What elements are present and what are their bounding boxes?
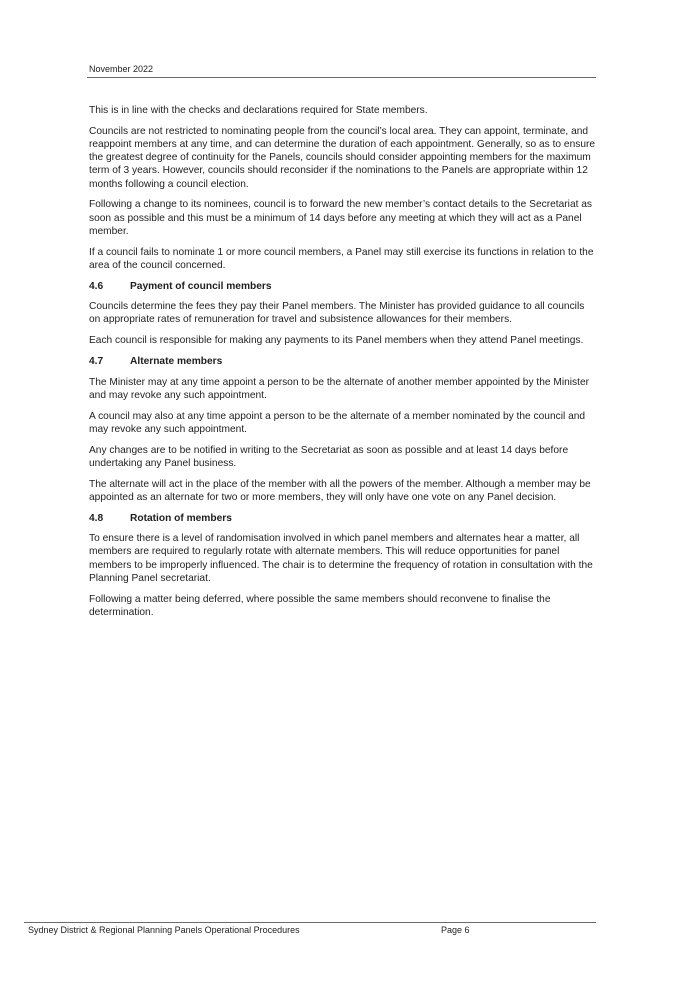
paragraph: Following a change to its nominees, council is to forward the new member’s contact details to the Secretariat as soon as possible and this must be a minimum of 14 days before any meeting at which they will act as a Panel member. [89, 199, 593, 237]
section-title: Alternate members [130, 356, 223, 367]
section-number: 4.7 [89, 356, 104, 367]
section-heading-4-6 [89, 280, 597, 293]
paragraph: Any changes are to be notified in writing to the Secretariat as soon as possible and at least 14 days before undertaking any Panel business. [89, 444, 569, 469]
header-rule [87, 77, 596, 78]
paragraph: Each council is responsible for making any payments to its Panel members when they attend Panel meetings. [89, 335, 584, 347]
paragraph: Councils are not restricted to nominating people from the council’s local area. They can appoint, terminate, and reappoint members at any time, and can determine the duration of each appointment. Generally, so as to ensure the greatest degree of continuity for the Panels, councils should consider appointing members for the maximum term of 3 years. However, councils should reconsider if the nominations to the Panels are appropriate within 12 months following a council election. [89, 125, 596, 190]
section-number: 4.8 [89, 512, 104, 524]
paragraph: A council may also at any time appoint a person to be the alternate of a member nominated by the council and may revoke any such appointment. [89, 410, 586, 435]
paragraph: Following a matter being deferred, where possible the same members should reconvene to finalise the determination. [89, 593, 551, 618]
paragraph: To ensure there is a level of randomisation involved in which panel members and alternates hear a matter, all members are required to regularly rotate with alternate members. This will reduce opportunities for panel members to be improperly influenced. The chair is to determine the frequency of rotation in consultation with the Planning Panel secretariat. [89, 533, 593, 584]
section-heading-4-8 [89, 512, 597, 525]
paragraph: The alternate will act in the place of the member with all the powers of the member. Although a member may be appointed as an alternate for two or more members, they will only have one vote on any Panel decision. [89, 478, 591, 503]
paragraph: Councils determine the fees they pay their Panel members. The Minister has provided guidance to all councils on appropriate rates of remuneration for travel and subsistence allowances for their members. [89, 301, 585, 326]
section-number: 4.6 [89, 280, 104, 292]
footer-page-number: Page 6 [441, 925, 470, 935]
paragraph: The Minister may at any time appoint a person to be the alternate of another member appointed by the Minister and may revoke any such appointment. [89, 376, 590, 401]
footer-document-title: Sydney District & Regional Planning Panels Operational Procedures [28, 925, 300, 935]
paragraph: If a council fails to nominate 1 or more council members, a Panel may still exercise its functions in relation to the area of the council concerned. [89, 246, 594, 271]
section-title: Rotation of members [130, 512, 232, 524]
footer-rule [24, 922, 596, 923]
header-date: November 2022 [89, 64, 154, 74]
section-heading-4-7 [89, 355, 597, 368]
document-body [89, 104, 597, 627]
section-title: Payment of council members [130, 280, 272, 292]
paragraph: This is in line with the checks and declarations required for State members. [89, 105, 428, 116]
